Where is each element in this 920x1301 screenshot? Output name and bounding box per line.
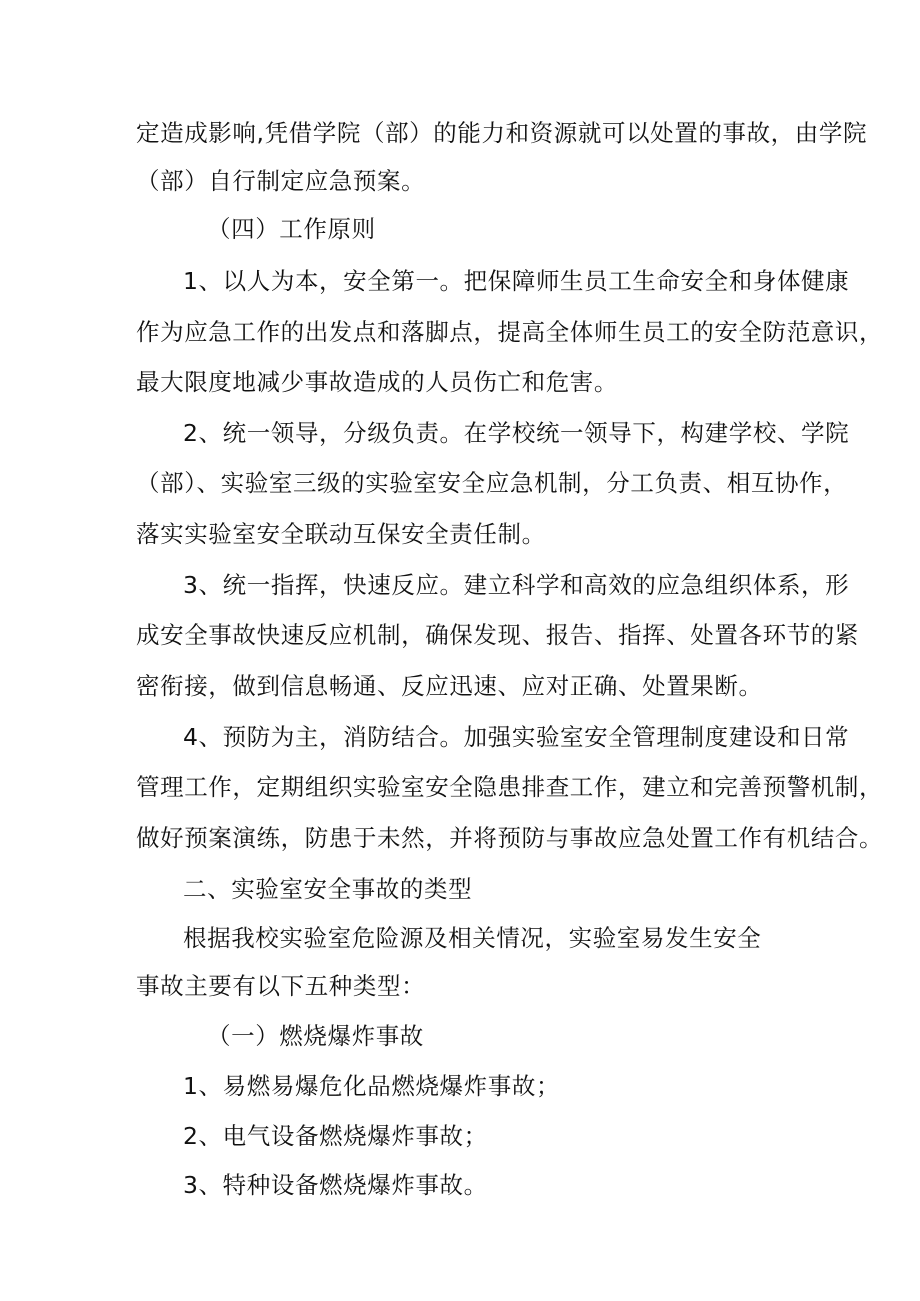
subsection-heading: （一）燃烧爆炸事故 — [207, 1022, 424, 1050]
section-heading: （四）工作原则 — [207, 215, 376, 243]
principle-item: 3、统一指挥，快速反应。建立科学和高效的应急组织体系，形 — [183, 571, 850, 599]
body-text-line: 落实实验室安全联动互保安全责任制。 — [136, 520, 546, 548]
body-text-line: 事故主要有以下五种类型： — [136, 972, 426, 1000]
list-item: 1、易燃易爆危化品燃烧爆炸事故； — [183, 1072, 561, 1100]
body-text-line: （部）自行制定应急预案。 — [136, 167, 426, 195]
body-text-line: 根据我校实验室危险源及相关情况，实验室易发生安全 — [183, 924, 762, 952]
list-item: 3、特种设备燃烧爆炸事故。 — [183, 1171, 488, 1199]
body-text-line: 最大限度地减少事故造成的人员伤亡和危害。 — [136, 368, 618, 396]
body-text-line: 密衔接，做到信息畅通、反应迅速、应对正确、处置果断。 — [136, 672, 763, 700]
body-text-line: 管理工作，定期组织实验室安全隐患排查工作，建立和完善预警机制， — [136, 773, 884, 801]
principle-item: 4、预防为主，消防结合。加强实验室安全管理制度建设和日常 — [183, 723, 850, 751]
principle-item: 1、以人为本，安全第一。把保障师生员工生命安全和身体健康 — [183, 267, 850, 295]
body-text-line: 作为应急工作的出发点和落脚点，提高全体师生员工的安全防范意识， — [136, 318, 884, 346]
body-text-line: 做好预案演练，防患于未然，并将预防与事故应急处置工作有机结合。 — [136, 824, 884, 852]
body-text-line: 定造成影响,凭借学院（部）的能力和资源就可以处置的事故，由学院 — [136, 119, 868, 147]
body-text-line: （部）、实验室三级的实验室安全应急机制，分工负责、相互协作， — [136, 469, 848, 497]
principle-item: 2、统一领导，分级负责。在学校统一领导下，构建学校、学院 — [183, 419, 850, 447]
body-text-line: 成安全事故快速反应机制，确保发现、报告、指挥、处置各环节的紧 — [136, 621, 859, 649]
section-heading: 二、实验室安全事故的类型 — [183, 875, 473, 903]
list-item: 2、电气设备燃烧爆炸事故； — [183, 1122, 488, 1150]
